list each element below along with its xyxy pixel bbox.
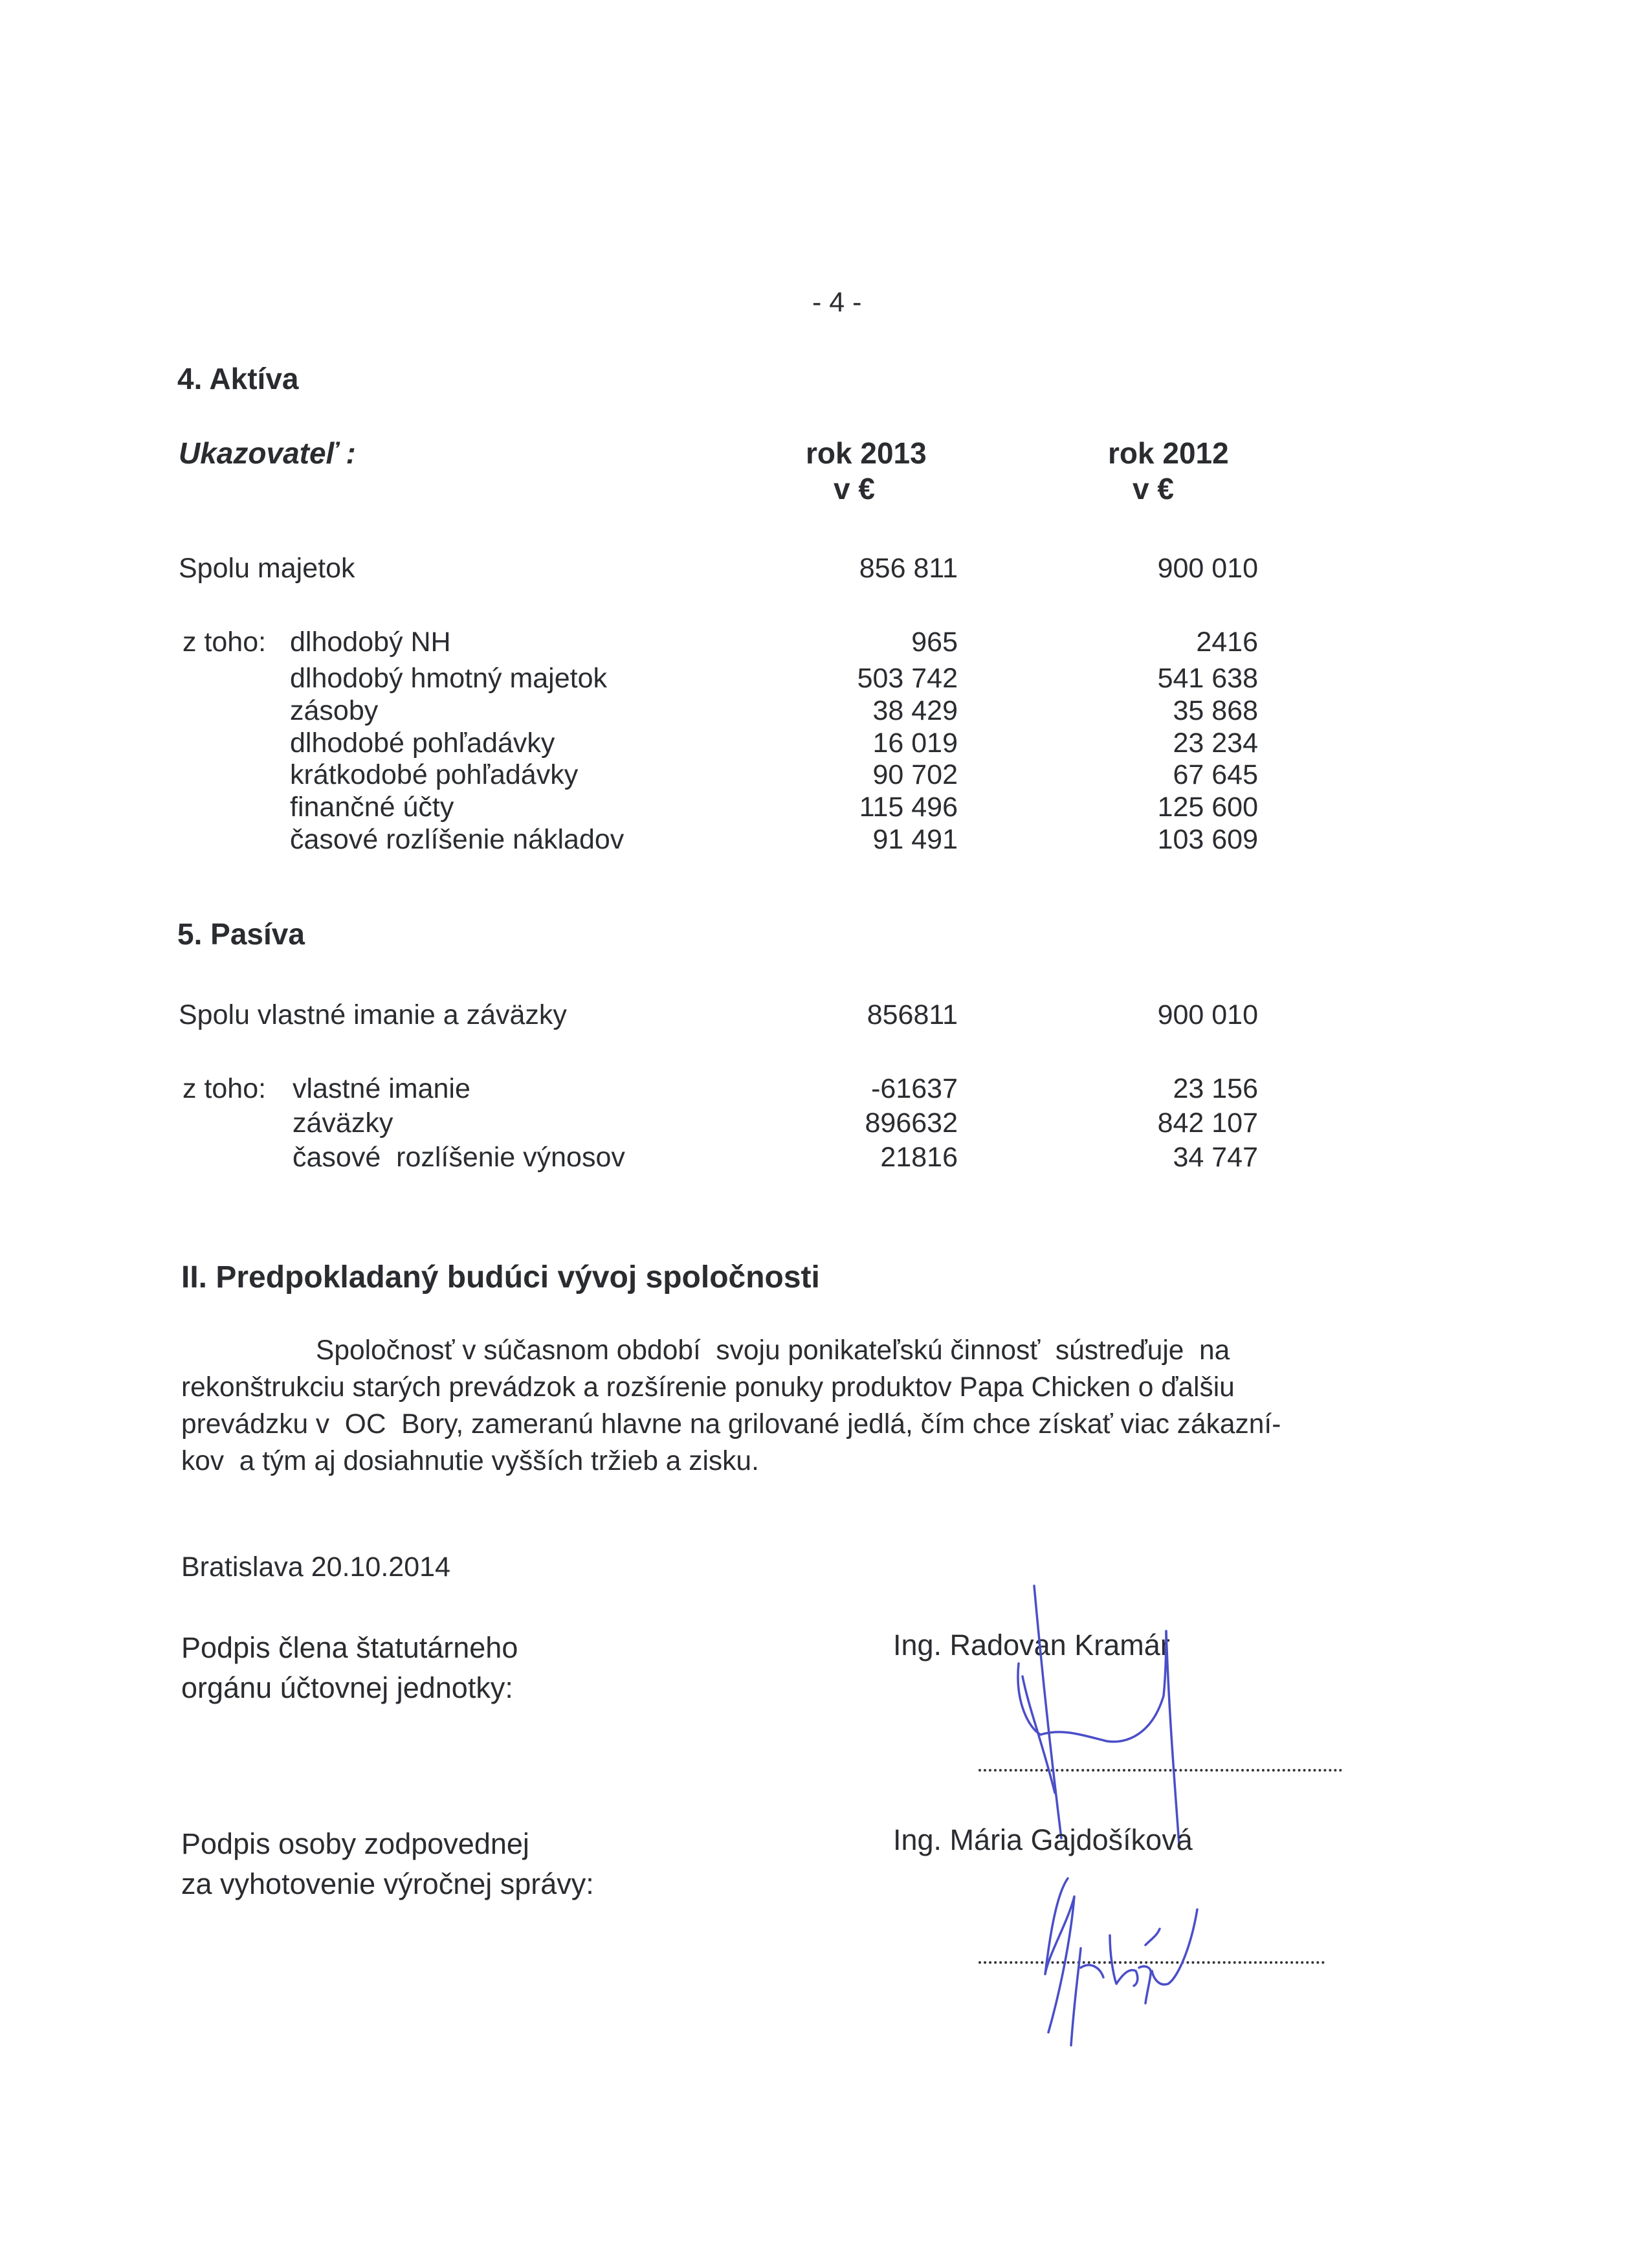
value-2013: 965	[911, 627, 958, 658]
page-number: - 4 -	[812, 287, 862, 318]
value-2013: 503 742	[857, 663, 958, 694]
paragraph-line: rekonštrukciu starých prevádzok a rozšírenie ponuky produktov Papa Chicken o ďalšiu	[181, 1372, 1235, 1403]
signature-label-line: orgánu účtovnej jednotky:	[181, 1671, 513, 1704]
column-header-2012: rok 2012	[1108, 436, 1229, 470]
value-2012: 2416	[1196, 627, 1258, 658]
column-header-2013: rok 2013	[806, 436, 927, 470]
column-unit-2012: v €	[1133, 472, 1174, 506]
row-label: krátkodobé pohľadávky	[290, 759, 579, 790]
value-2013: 896632	[865, 1107, 958, 1139]
row-label: záväzky	[293, 1107, 393, 1139]
value-2012: 541 638	[1157, 663, 1258, 694]
liabilities-heading: 5. Pasíva	[177, 917, 305, 951]
row-label: zásoby	[290, 695, 379, 726]
of-which-label: z toho:	[182, 1073, 267, 1104]
row-label: vlastné imanie	[293, 1073, 470, 1104]
row-label: dlhodobý NH	[290, 627, 451, 658]
value-2013: 856811	[867, 999, 958, 1030]
value-2012: 900 010	[1157, 999, 1258, 1030]
value-2012: 842 107	[1157, 1107, 1258, 1139]
value-2013: 115 496	[859, 792, 958, 823]
handwritten-signature-icon	[958, 1579, 1281, 1851]
row-label: Spolu majetok	[179, 553, 355, 584]
row-label: finančné účty	[290, 792, 454, 823]
indicator-label: Ukazovateľ :	[179, 436, 356, 470]
value-2013: 38 429	[872, 695, 958, 726]
outlook-heading: II. Predpokladaný budúci vývoj spoločnosti	[181, 1260, 820, 1295]
signature-label-line: Podpis člena štatutárneho	[181, 1631, 518, 1664]
assets-heading: 4. Aktíva	[177, 362, 299, 395]
row-label: dlhodobé pohľadávky	[290, 728, 555, 759]
signatory-name: Ing. Radovan Kramár	[893, 1629, 1170, 1662]
of-which-label: z toho:	[182, 627, 267, 658]
row-label: časové rozlíšenie nákladov	[290, 824, 625, 855]
signatory-name: Ing. Mária Gajdošíková	[893, 1823, 1193, 1856]
value-2012: 35 868	[1173, 695, 1258, 726]
value-2013: 856 811	[859, 553, 958, 584]
value-2012: 67 645	[1173, 759, 1258, 790]
paragraph-line: Spoločnosť v súčasnom období svoju ponikateľskú činnosť sústreďuje na	[316, 1335, 1230, 1366]
row-label: časové rozlíšenie výnosov	[293, 1142, 625, 1173]
value-2012: 125 600	[1157, 792, 1258, 823]
handwritten-signature-icon	[984, 1871, 1268, 2039]
value-2013: 21816	[880, 1142, 958, 1173]
signature-label-line: za vyhotovenie výročnej správy:	[181, 1867, 594, 1900]
value-2012: 103 609	[1157, 824, 1258, 855]
value-2013: 91 491	[872, 824, 958, 855]
row-label: dlhodobý hmotný majetok	[290, 663, 608, 694]
paragraph-line: prevádzku v OC Bory, zameranú hlavne na grilované jedlá, čím chce získať viac zákazní-	[181, 1409, 1281, 1440]
signature-label-line: Podpis osoby zodpovednej	[181, 1827, 529, 1860]
column-unit-2013: v €	[834, 472, 875, 506]
paragraph-line: kov a tým aj dosiahnutie vyšších tržieb a zisku.	[181, 1446, 759, 1476]
value-2012: 23 156	[1173, 1073, 1258, 1104]
value-2013: -61637	[871, 1073, 958, 1104]
value-2013: 90 702	[872, 759, 958, 790]
value-2012: 23 234	[1173, 728, 1258, 759]
row-label: Spolu vlastné imanie a záväzky	[179, 999, 567, 1030]
value-2013: 16 019	[872, 728, 958, 759]
value-2012: 34 747	[1173, 1142, 1258, 1173]
place-date: Bratislava 20.10.2014	[181, 1551, 450, 1583]
value-2012: 900 010	[1157, 553, 1258, 584]
